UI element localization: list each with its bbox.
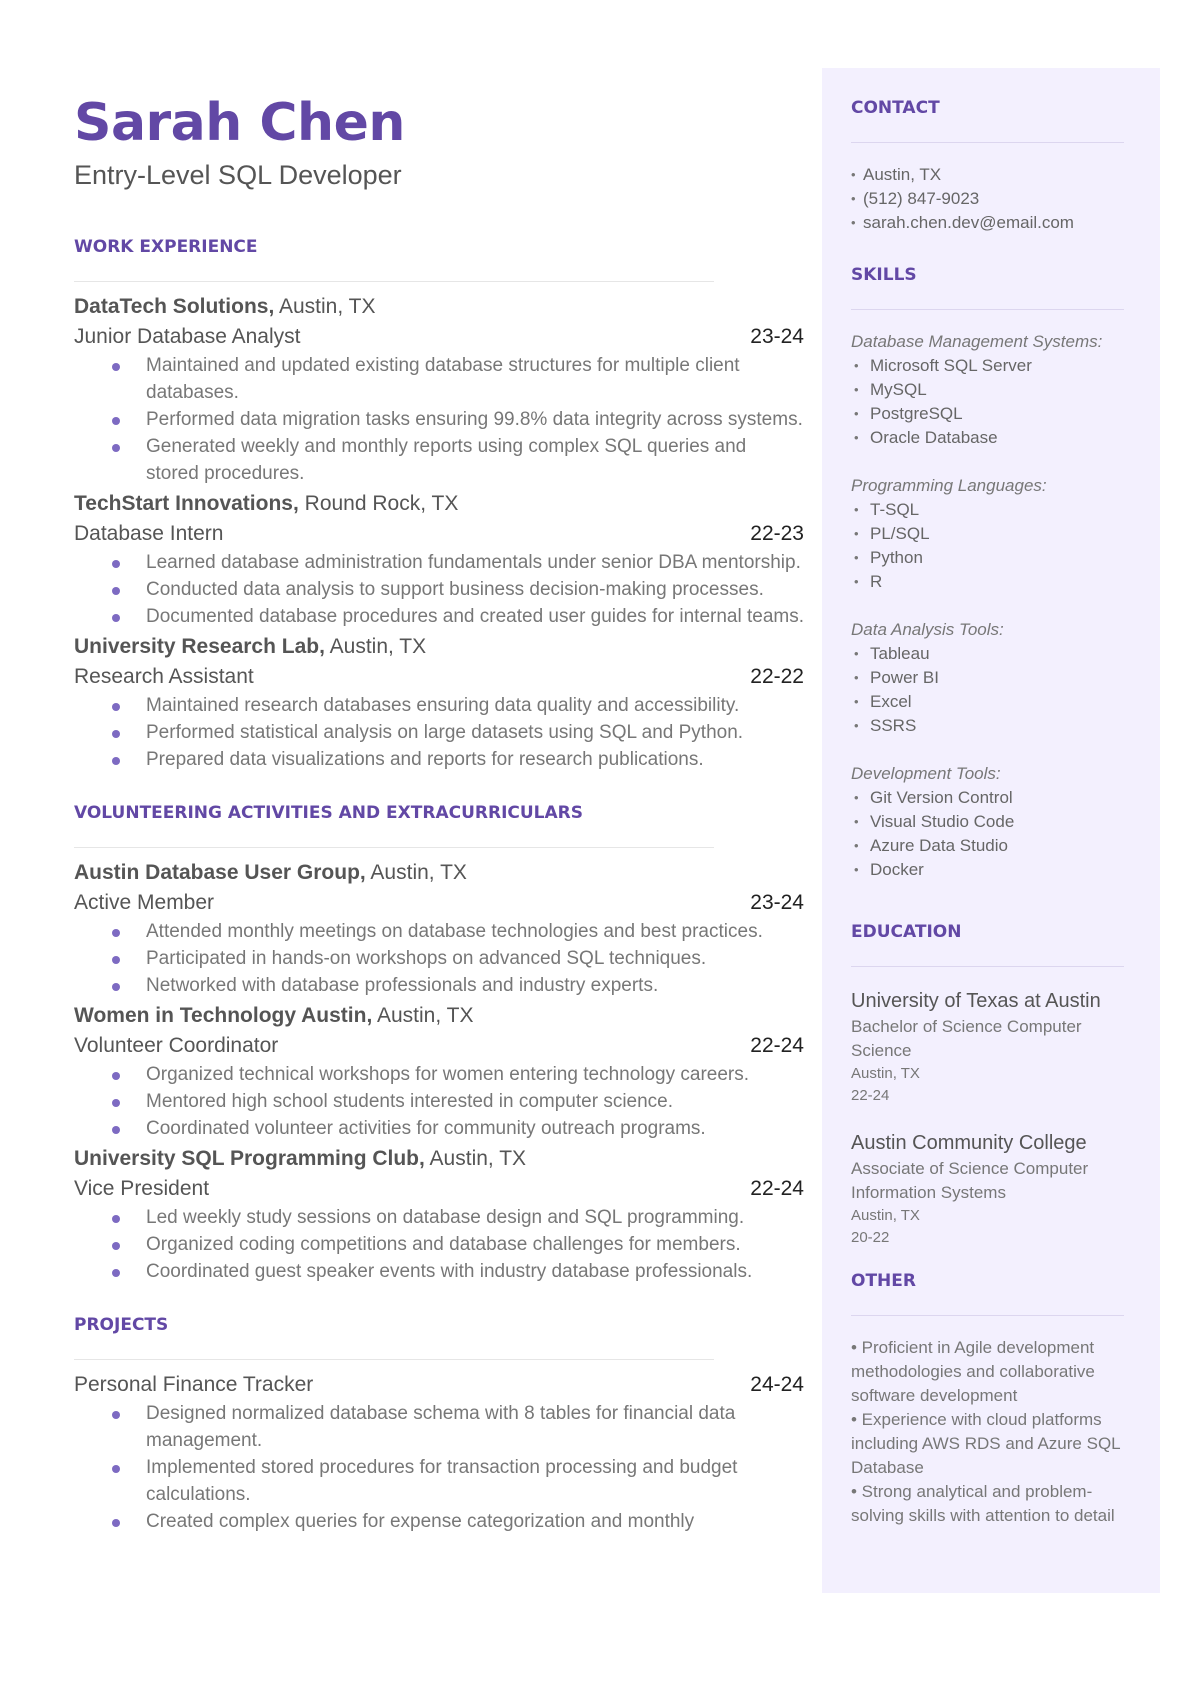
bullet-list	[112, 1204, 804, 1285]
work-experience-list	[74, 292, 804, 773]
org-line	[74, 1001, 804, 1031]
bullet-item: Prepared data visualizations and reports for research publications.	[112, 746, 804, 773]
skills-heading: SKILLS	[851, 265, 917, 285]
role-line	[74, 322, 804, 352]
organization-name: University Research Lab,	[74, 635, 325, 659]
school-name: Austin Community College	[851, 1132, 1087, 1154]
sidebar	[822, 68, 1160, 1593]
volunteering-list	[74, 858, 804, 1285]
skill-item: • R	[851, 570, 1124, 594]
bullet-item: Coordinated guest speaker events with industry database professionals.	[112, 1258, 804, 1285]
role-title: Vice President	[74, 1177, 210, 1201]
skill-category: Data Analysis Tools:	[851, 620, 1004, 639]
contact-item: • (512) 847-9023	[851, 187, 1124, 211]
other-item: • Experience with cloud platforms including AWS RDS and Azure SQL Database	[851, 1410, 1120, 1477]
bullet-item: Coordinated volunteer activities for community outreach programs.	[112, 1115, 804, 1142]
bullet-item: Maintained research databases ensuring data quality and accessibility.	[112, 692, 804, 719]
projects-list	[74, 1370, 804, 1535]
projects-heading: PROJECTS	[74, 1315, 169, 1336]
date-range: 22-23	[750, 522, 804, 546]
divider	[851, 1315, 1124, 1316]
bullet-list	[112, 1061, 804, 1142]
education-location: Austin, TX	[851, 1065, 920, 1082]
skill-item: • PostgreSQL	[851, 402, 1124, 426]
organization-location: Austin, TX	[329, 635, 427, 659]
role-line	[74, 519, 804, 549]
skill-item: • Microsoft SQL Server	[851, 354, 1124, 378]
role-title: Volunteer Coordinator	[74, 1034, 279, 1058]
date-range: 23-24	[750, 325, 804, 349]
bullet-item: Led weekly study sessions on database design and SQL programming.	[112, 1204, 804, 1231]
divider	[74, 847, 714, 848]
education-list	[851, 987, 1124, 1249]
bullet-item: Implemented stored procedures for transaction processing and budget calculations.	[112, 1454, 804, 1508]
bullet-item: Generated weekly and monthly reports using complex SQL queries and stored procedures.	[112, 433, 804, 487]
divider	[851, 309, 1124, 310]
date-range: 22-22	[750, 665, 804, 689]
bullet-item: Performed statistical analysis on large datasets using SQL and Python.	[112, 719, 804, 746]
education-date: 20-22	[851, 1229, 890, 1246]
skill-item: • Tableau	[851, 642, 1124, 666]
skill-item: • Excel	[851, 690, 1124, 714]
role-line	[74, 1370, 804, 1400]
bullet-item: Mentored high school students interested in computer science.	[112, 1088, 804, 1115]
skill-category: Database Management Systems:	[851, 332, 1103, 351]
skill-item: • Visual Studio Code	[851, 810, 1124, 834]
skill-item: • Python	[851, 546, 1124, 570]
bullet-item: Participated in hands-on workshops on advanced SQL techniques.	[112, 945, 804, 972]
education-entry	[851, 987, 1124, 1107]
education-heading: EDUCATION	[851, 922, 962, 942]
contact-list	[851, 163, 1124, 235]
contact-item: • Austin, TX	[851, 163, 1124, 187]
bullet-item: Attended monthly meetings on database technologies and best practices.	[112, 918, 804, 945]
degree: Bachelor of Science Computer Science	[851, 1017, 1082, 1060]
bullet-item: Designed normalized database schema with 8 tables for financial data management.	[112, 1400, 804, 1454]
organization-location: Austin, TX	[429, 1147, 527, 1171]
skill-item: • MySQL	[851, 378, 1124, 402]
skill-list	[851, 786, 1124, 882]
role-title: Active Member	[74, 891, 215, 915]
bullet-list	[112, 918, 804, 999]
organization-location: Round Rock, TX	[304, 492, 459, 516]
date-range: 24-24	[750, 1373, 804, 1397]
role-line	[74, 1174, 804, 1204]
other-heading: OTHER	[851, 1271, 916, 1291]
role-title: Database Intern	[74, 522, 224, 546]
bullet-list	[112, 352, 804, 487]
org-line	[74, 292, 804, 322]
bullet-item: Maintained and updated existing database structures for multiple client databases.	[112, 352, 804, 406]
bullet-list	[112, 549, 804, 630]
bullet-item: Created complex queries for expense categorization and monthly	[112, 1508, 804, 1535]
organization-location: Austin, TX	[370, 861, 467, 885]
volunteering-heading: VOLUNTEERING ACTIVITIES AND EXTRACURRICULARS	[74, 803, 584, 824]
organization-name: Austin Database User Group,	[74, 861, 366, 885]
role-line	[74, 662, 804, 692]
skill-item: • Git Version Control	[851, 786, 1124, 810]
bullet-item: Performed data migration tasks ensuring 99.8% data integrity across systems.	[112, 406, 804, 433]
date-range: 22-24	[750, 1034, 804, 1058]
main-column	[74, 95, 804, 1535]
education-entry	[851, 1129, 1124, 1249]
date-range: 22-24	[750, 1177, 804, 1201]
skill-list	[851, 354, 1124, 450]
skill-category: Development Tools:	[851, 764, 1001, 783]
skills-list	[851, 330, 1124, 882]
skill-item: • PL/SQL	[851, 522, 1124, 546]
divider	[74, 281, 714, 282]
skill-list	[851, 642, 1124, 738]
contact-heading: CONTACT	[851, 98, 940, 118]
skill-list	[851, 498, 1124, 594]
divider	[851, 142, 1124, 143]
other-item: • Strong analytical and problem-solving skills with attention to detail	[851, 1482, 1115, 1525]
skill-item: • Azure Data Studio	[851, 834, 1124, 858]
divider	[74, 1359, 714, 1360]
organization-location: Austin, TX	[376, 1004, 474, 1028]
school-name: University of Texas at Austin	[851, 990, 1101, 1012]
other-list	[851, 1336, 1124, 1528]
skill-item: • SSRS	[851, 714, 1124, 738]
degree: Associate of Science Computer Information Systems	[851, 1159, 1089, 1202]
organization-name: DataTech Solutions,	[74, 295, 275, 319]
bullet-list	[112, 1400, 804, 1535]
role-line	[74, 1031, 804, 1061]
org-line	[74, 858, 804, 888]
bullet-item: Organized technical workshops for women entering technology careers.	[112, 1061, 804, 1088]
role-line	[74, 888, 804, 918]
bullet-list	[112, 692, 804, 773]
org-line	[74, 632, 804, 662]
organization-location: Austin, TX	[279, 295, 376, 319]
date-range: 23-24	[750, 891, 804, 915]
bullet-item: Networked with database professionals and industry experts.	[112, 972, 804, 999]
org-line	[74, 489, 804, 519]
skill-item: • Power BI	[851, 666, 1124, 690]
contact-item: • sarah.chen.dev@email.com	[851, 211, 1124, 235]
candidate-title: Entry-Level SQL Developer	[74, 160, 402, 191]
organization-name: Women in Technology Austin,	[74, 1004, 373, 1028]
divider	[851, 966, 1124, 967]
skill-category: Programming Languages:	[851, 476, 1047, 495]
skill-item: • Docker	[851, 858, 1124, 882]
org-line	[74, 1144, 804, 1174]
bullet-item: Organized coding competitions and database challenges for members.	[112, 1231, 804, 1258]
skill-item: • T-SQL	[851, 498, 1124, 522]
education-location: Austin, TX	[851, 1207, 920, 1224]
other-item: • Proficient in Agile development methodologies and collaborative software development	[851, 1338, 1095, 1405]
bullet-item: Documented database procedures and created user guides for internal teams.	[112, 603, 804, 630]
role-title: Personal Finance Tracker	[74, 1373, 314, 1397]
candidate-name: Sarah Chen	[74, 93, 405, 153]
role-title: Research Assistant	[74, 665, 254, 689]
organization-name: University SQL Programming Club,	[74, 1147, 425, 1171]
work-experience-heading: WORK EXPERIENCE	[74, 237, 258, 258]
organization-name: TechStart Innovations,	[74, 492, 299, 516]
bullet-item: Learned database administration fundamentals under senior DBA mentorship.	[112, 549, 804, 576]
skill-item: • Oracle Database	[851, 426, 1124, 450]
bullet-item: Conducted data analysis to support business decision-making processes.	[112, 576, 804, 603]
education-date: 22-24	[851, 1087, 890, 1104]
role-title: Junior Database Analyst	[74, 325, 301, 349]
